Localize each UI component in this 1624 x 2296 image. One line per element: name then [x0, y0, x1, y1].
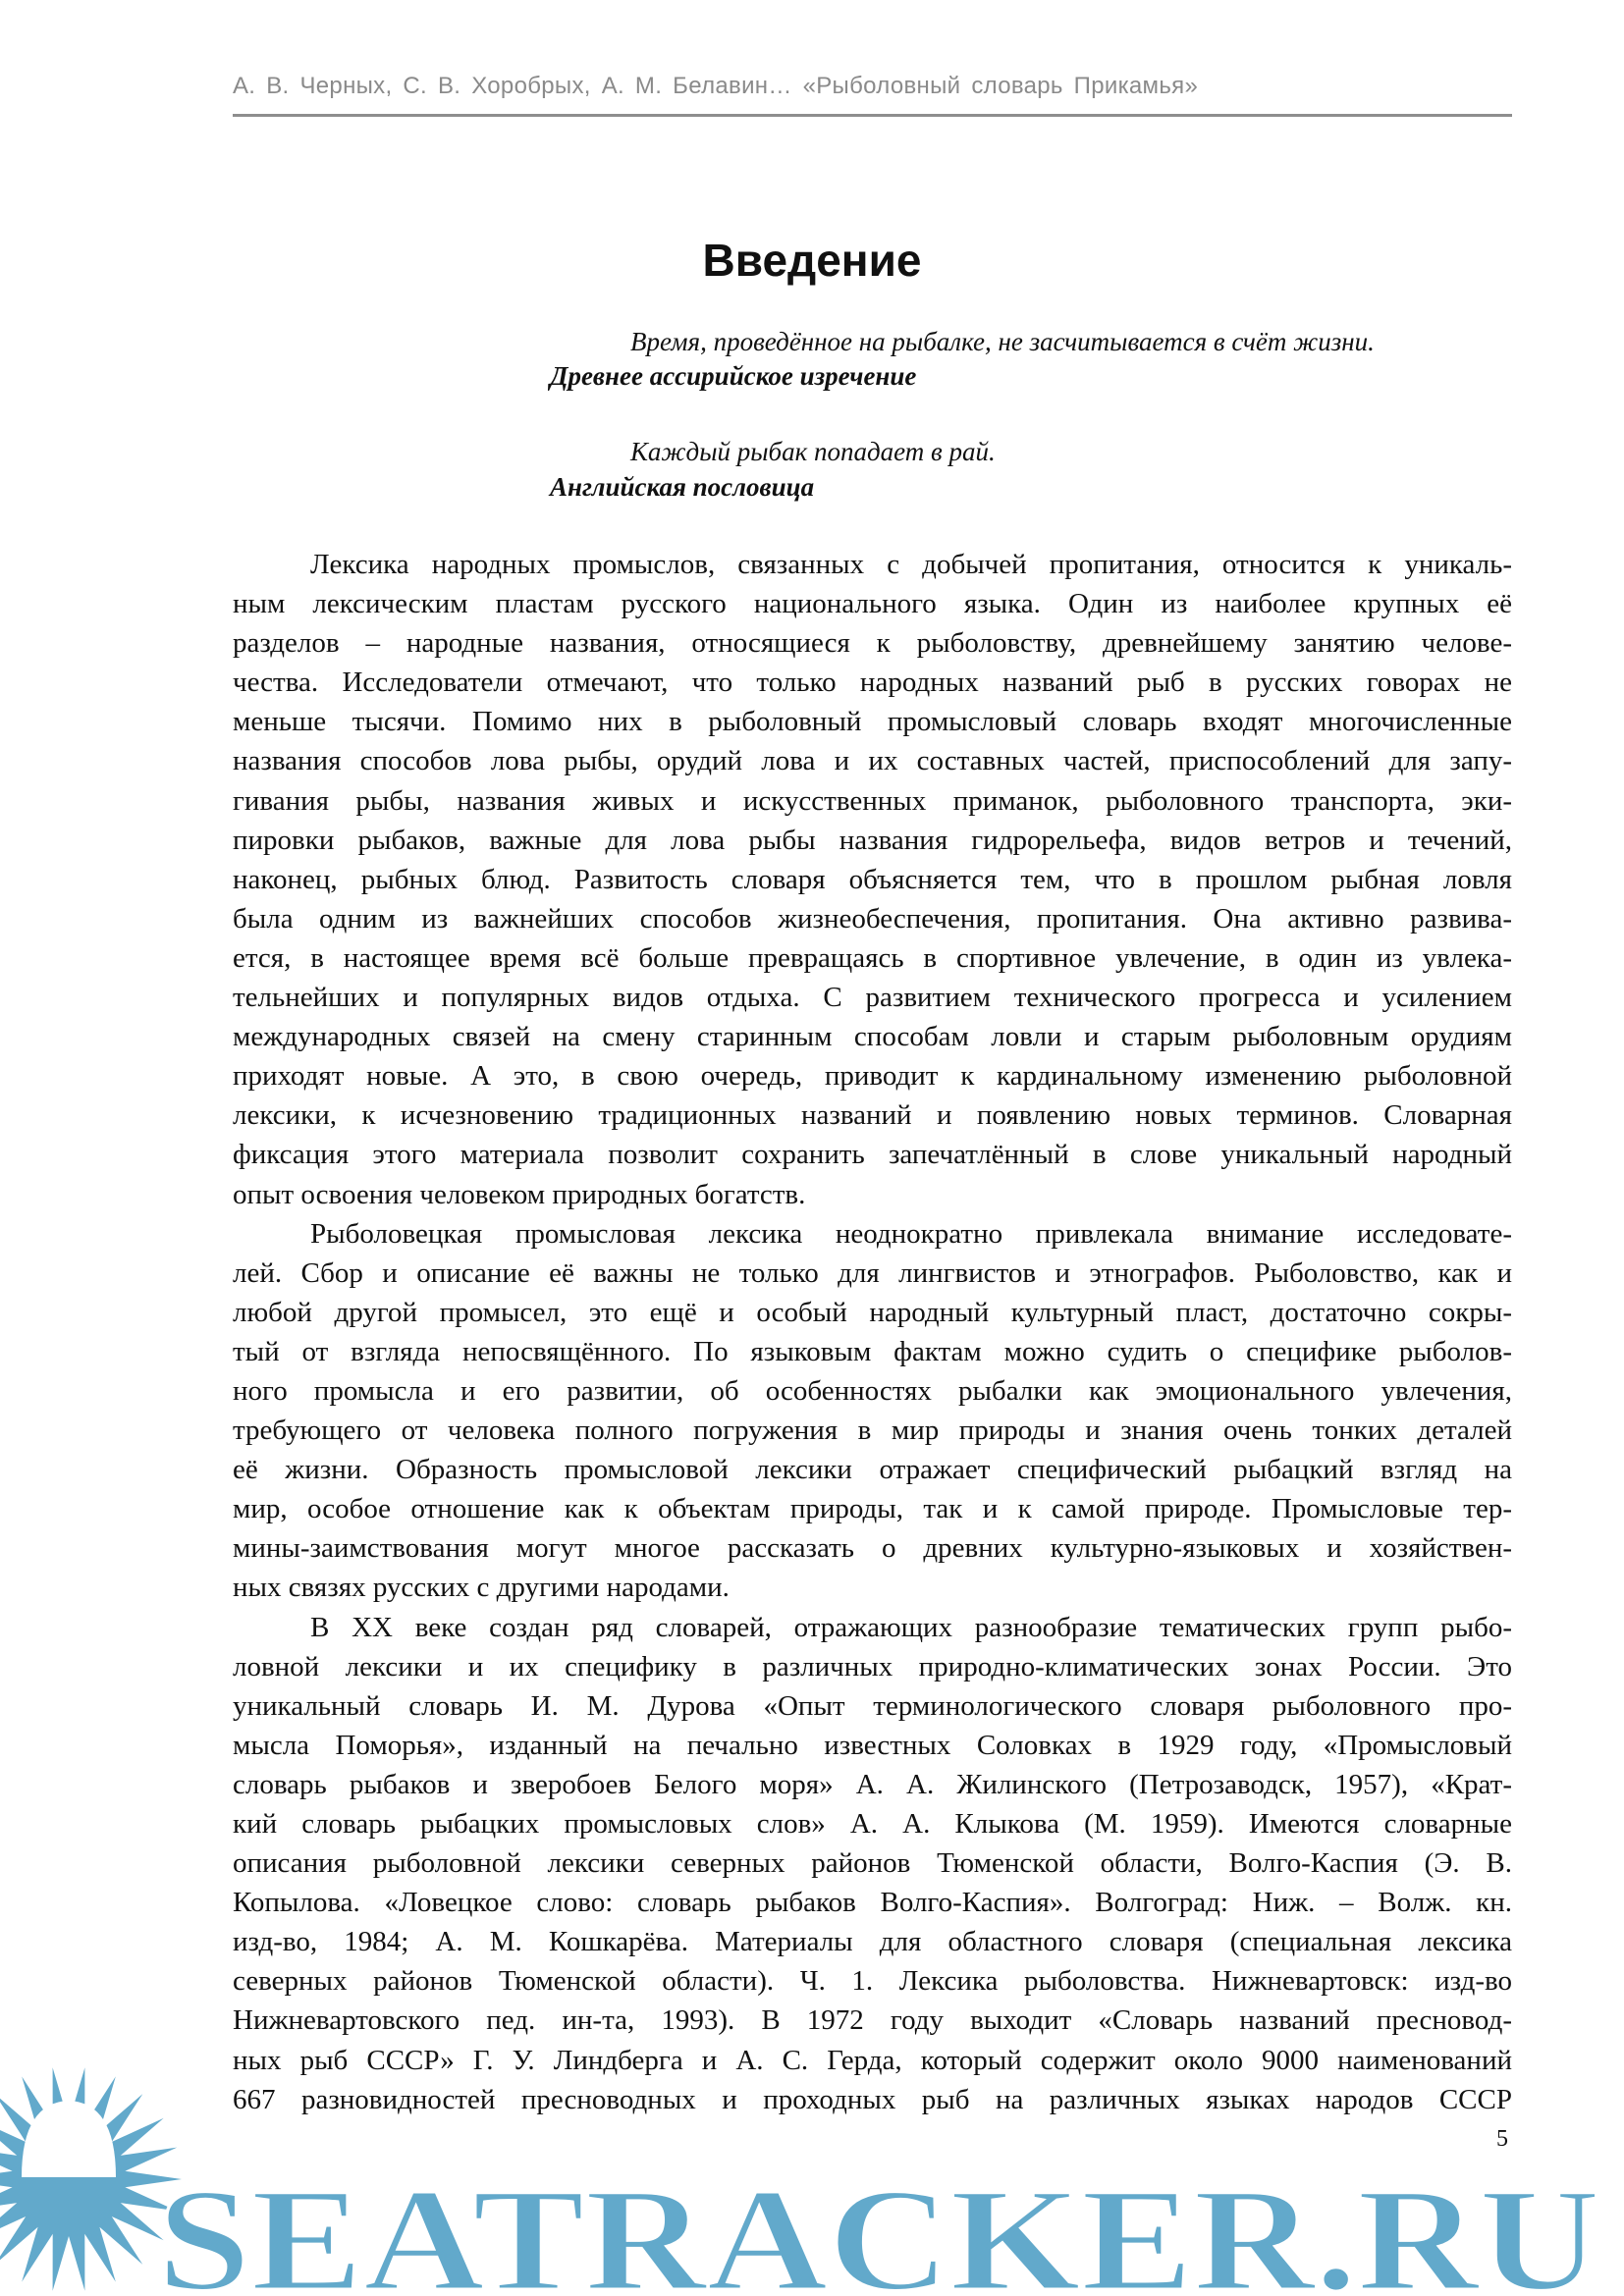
text-line: ных связях русских с другими народами.	[233, 1572, 730, 1604]
text-line: словарь рыбаков и зверобоев Белого моря» А. А. Жилинского (Петрозаводск, 1957), «Крат-	[233, 1768, 1512, 1800]
text-line: кий словарь рыбацких промысловых слов» А. А. Клыкова (М. 1959). Имеются словарные	[233, 1808, 1512, 1840]
running-head: А. В. Черных, С. В. Хоробрых, А. М. Белавин… «Рыболовный словарь Прикамья»	[233, 73, 1199, 99]
page-title: Введение	[702, 235, 922, 286]
text-line: её жизни. Образность промысловой лексики отражает специфический рыбацкий взгляд на	[233, 1454, 1512, 1486]
text-line: ловной лексики и их специфику в различных природно-климатических зонах России. Это	[233, 1650, 1512, 1682]
text-line: тельнейших и популярных видов отдыха. С развитием технического прогресса и усилением	[233, 982, 1512, 1014]
text-line: ется, в настоящее время всё больше превращаясь в спортивное увлечение, в один из увлека-	[233, 941, 1512, 974]
page-number: 5	[1496, 2126, 1508, 2152]
text-line: гивания рыбы, названия живых и искусственных приманок, рыболовного транспорта, эки-	[233, 784, 1512, 817]
text-line: требующего от человека полного погружения в мир природы и знания очень тонких деталей	[233, 1415, 1512, 1447]
text-line: международных связей на смену старинным способам ловли и старым рыболовным орудиям	[233, 1021, 1512, 1053]
text-line: Лексика народных промыслов, связанных с добычей пропитания, относится к уникаль-	[310, 549, 1512, 580]
text-line: приходят новые. А это, в свою очередь, приводит к кардинальному изменению рыболовной	[233, 1060, 1512, 1093]
text-line: меньше тысячи. Помимо них в рыболовный промысловый словарь входят многочисленные	[233, 706, 1512, 738]
text-line: фиксация этого материала позволит сохранить запечатлённый в слове уникальный народный	[233, 1139, 1512, 1171]
text-line: наконец, рыбных блюд. Развитость словаря объясняется тем, что в прошлом рыбная ловля	[233, 863, 1512, 895]
text-line: названия способов лова рыбы, орудий лова и их составных частей, приспособлений для запу-	[233, 745, 1512, 777]
text-line: ного промысла и его развитии, об особенностях рыбалки как эмоционального увлечения,	[233, 1374, 1512, 1407]
text-line: 667 разновидностей пресноводных и проходных рыб на различных языках народов СССР	[233, 2083, 1512, 2115]
text-line: разделов – народные названия, относящиеся к рыболовству, древнейшему занятию челове-	[233, 627, 1512, 660]
watermark	[0, 2052, 1624, 2296]
text-line: лей. Сбор и описание её важны не только для лингвистов и этнографов. Рыболовство, как и	[233, 1256, 1512, 1289]
text-line: мысла Поморья», изданный на печально известных Соловках в 1929 году, «Промысловый	[233, 1729, 1512, 1761]
body-text	[233, 545, 1512, 2119]
text-line: Рыболовецкая промысловая лексика неоднократно привлекала внимание исследовате-	[310, 1217, 1512, 1250]
text-line: уникальный словарь И. М. Дурова «Опыт терминологического словаря рыболовного про-	[233, 1689, 1512, 1722]
epigraph-source: Английская пословица	[550, 472, 815, 502]
text-line: пировки рыбаков, важные для лова рыбы названия гидрорельефа, видов ветров и течений,	[233, 824, 1512, 856]
epigraph-source: Древнее ассирийское изречение	[550, 361, 917, 391]
header-rule	[233, 114, 1512, 117]
text-line: лексики, к исчезновению традиционных названий и появлению новых терминов. Словарная	[233, 1099, 1512, 1132]
watermark-text: SEATRACKER.RU	[157, 2159, 1600, 2296]
epigraph-quote: Каждый рыбак попадает в рай.	[630, 437, 996, 466]
epigraph-quote: Время, проведённое на рыбалке, не засчитывается в счёт жизни.	[630, 327, 1375, 356]
text-line: ных рыб СССР» Г. У. Линдберга и А. С. Герда, который содержит около 9000 наименований	[233, 2044, 1512, 2076]
text-line: была одним из важнейших способов жизнеобеспечения, пропитания. Она активно развива-	[233, 902, 1512, 934]
text-line: изд-во, 1984; А. М. Кошкарёва. Материалы для областного словаря (специальная лексика	[233, 1926, 1512, 1958]
text-line: В XX веке создан ряд словарей, отражающих разнообразие тематических групп рыбо-	[310, 1611, 1512, 1643]
text-line: опыт освоения человеком природных богатств.	[233, 1178, 806, 1210]
text-line: тый от взгляда непосвящённого. По языковым фактам можно судить о специфике рыболов-	[233, 1335, 1512, 1367]
text-line: любой другой промысел, это ещё и особый народный культурный пласт, достаточно сокры-	[233, 1296, 1512, 1328]
text-line: чества. Исследователи отмечают, что только народных названий рыб в русских говорах не	[233, 667, 1512, 699]
text-line: описания рыболовной лексики северных районов Тюменской области, Волго-Каспия (Э. В.	[233, 1847, 1512, 1880]
text-line: Копылова. «Ловецкое слово: словарь рыбаков Волго-Каспия». Волгоград: Ниж. – Волж. кн.	[233, 1887, 1512, 1919]
text-line: мины-заимствования могут многое рассказать о древних культурно-языковых и хозяйствен-	[233, 1532, 1512, 1565]
text-line: северных районов Тюменской области). Ч. 1. Лексика рыболовства. Нижневартовск: изд-во	[233, 1965, 1512, 1998]
text-line: ным лексическим пластам русского национального языка. Один из наиболее крупных её	[233, 588, 1512, 620]
text-line: Нижневартовского пед. ин-та, 1993). В 1972 году выходит «Словарь названий пресновод-	[233, 2004, 1512, 2037]
text-line: мир, особое отношение как к объектам природы, так и к самой природе. Промысловые тер-	[233, 1493, 1512, 1525]
sun-icon	[0, 2067, 182, 2291]
